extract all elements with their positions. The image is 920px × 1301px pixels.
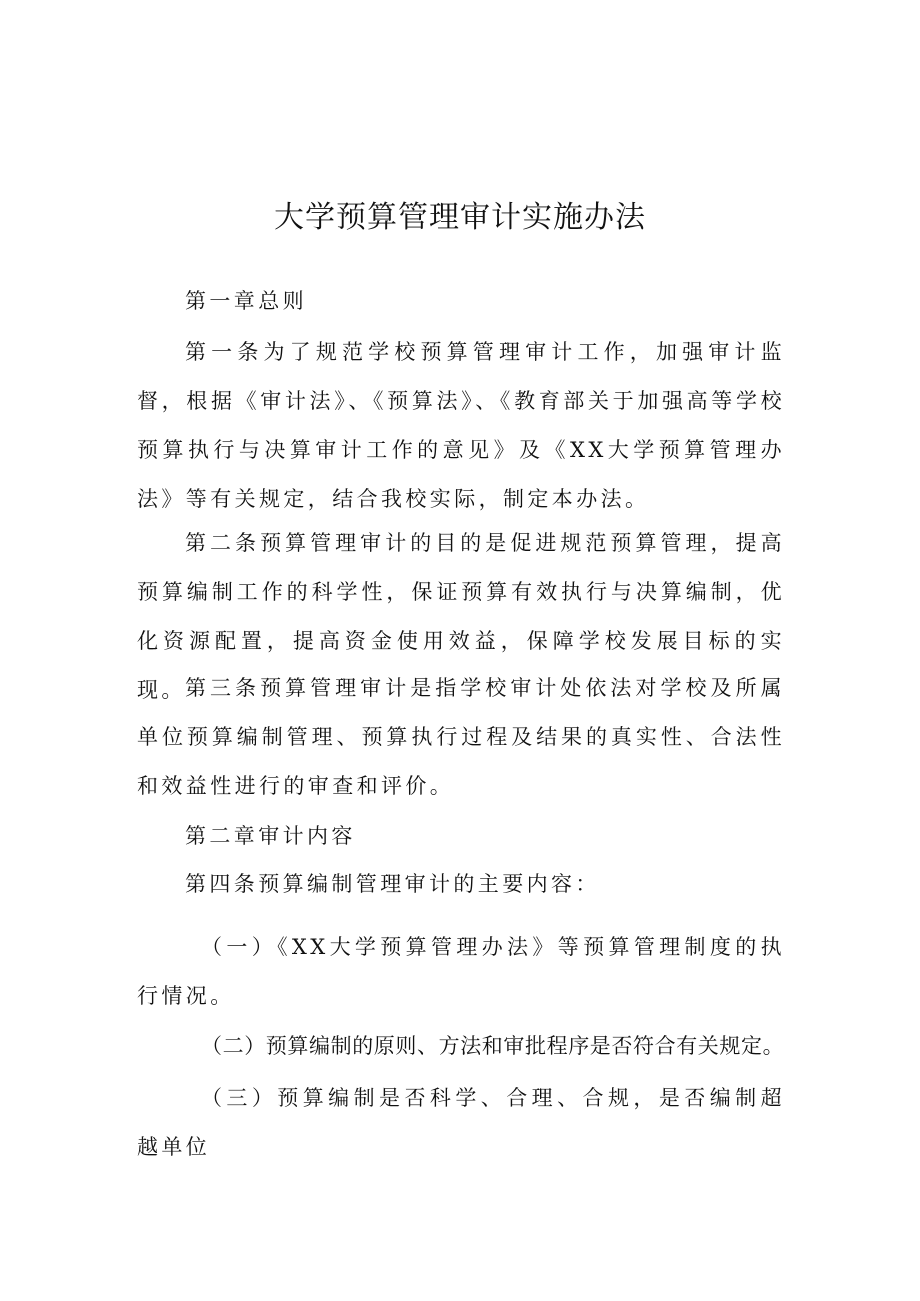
section-article3 [137,664,785,811]
section-article4 [137,860,785,909]
article-2-paragraph: 第二条预算管理审计的目的是促进规范预算管理，提高预算编制工作的科学性，保证预算有效执行与决算编制，优化资源配置，提高资金使用效益，保障学校发展目标的实现。 [137,531,785,702]
section-article1 [137,328,785,524]
article-1-paragraph: 第一条为了规范学校预算管理审计工作，加强审计监督，根据《审计法》、《预算法》、《教育部关于加强高等学校预算执行与决算审计工作的意见》及《XX大学预算管理办法》等有关规定，结合我校实际，制定本办法。 [137,340,785,511]
document-title: 大学预算管理审计实施办法 [274,200,646,235]
section-chapter1 [137,277,785,326]
chapter-heading-2: 第二章审计内容 [185,824,356,848]
section-item1 [137,923,785,1021]
list-item-1: （一）《XX大学预算管理办法》等预算管理制度的执行情况。 [137,935,785,1008]
chapter-heading-1: 第一章总则 [185,289,307,313]
section-chapter2 [137,812,785,861]
list-item-3: （三）预算编制是否科学、合理、合规，是否编制超越单位 [137,1086,785,1159]
article-4-paragraph: 第四条预算编制管理审计的主要内容： [185,872,600,896]
article-3-paragraph: 第三条预算管理审计是指学校审计处依法对学校及所属单位预算编制管理、预算执行过程及结果的真实性、合法性和效益性进行的审查和评价。 [137,676,785,798]
section-item2 [137,1022,785,1071]
section-item3 [137,1074,785,1172]
list-item-2: （二）预算编制的原则、方法和审批程序是否符合有关规定。 [201,1034,785,1058]
